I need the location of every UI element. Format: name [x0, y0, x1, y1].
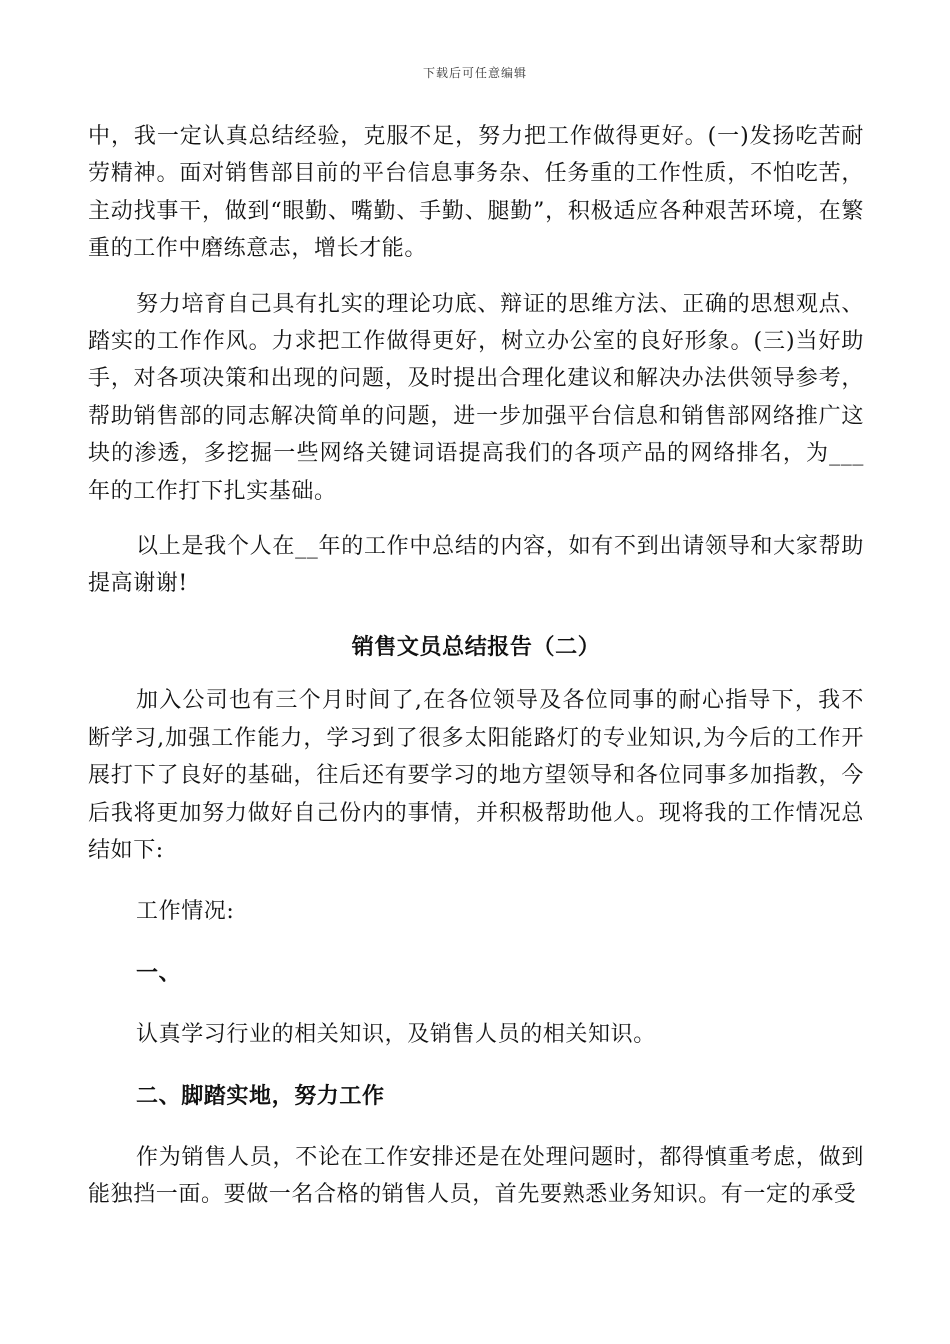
- page-header: 下载后可任意编辑: [422, 66, 527, 80]
- item-one-text: 认真学习行业的相关知识，及销售人员的相关知识。: [136, 1022, 656, 1048]
- section-title: 销售文员总结报告（二）: [351, 633, 601, 660]
- paragraph-closing: 以上是我个人在__年的工作中总结的内容，如有不到出请领导和大家帮助提高谢谢!: [88, 534, 864, 597]
- paragraph-intro: 加入公司也有三个月时间了,在各位领导及各位同事的耐心指导下，我不断学习,加强工作能力，学习到了很多太阳能路灯的专业知识,为今后的工作开展打下了良好的基础，往后还有要学习的地方望领导和各位同事多加指教，今后我将更加努力做好自己份内的事情，并积极帮助他人。现将我的工作情况总结如下:: [88, 688, 864, 863]
- item-one-heading: 一、: [136, 959, 182, 986]
- paragraph-self-improvement: 努力培育自己具有扎实的理论功底、辩证的思维方法、正确的思想观点、踏实的工作作风。力求把工作做得更好，树立办公室的良好形象。(三)当好助手，对各项决策和出现的问题，及时提出合理化建议和解决办法供领导参考，帮助销售部的同志解决简单的问题，进一步加强平台信息和销售部网络推广这块的渗透，多挖掘一些网络关键词语提高我们的各项产品的网络排名，为___年的工作打下扎实基础。: [88, 291, 864, 504]
- item-two-heading: 二、脚踏实地，努力工作: [136, 1082, 385, 1109]
- paragraph-continuation: 中，我一定认真总结经验，克服不足，努力把工作做得更好。(一)发扬吃苦耐劳精神。面对销售部目前的平台信息事务杂、任务重的工作性质，不怕吃苦，主动找事干，做到“眼勤、嘴勤、手勤、腿勤”，积极适应各种艰苦环境，在繁重的工作中磨练意志，增长才能。: [88, 124, 864, 262]
- item-two-text: 作为销售人员，不论在工作安排还是在处理问题时，都得慎重考虑，做到能独挡一面。要做一名合格的销售人员，首先要熟悉业务知识。有一定的承受: [88, 1144, 864, 1208]
- document-body: [88, 118, 864, 1214]
- work-status-label: 工作情况:: [136, 899, 235, 925]
